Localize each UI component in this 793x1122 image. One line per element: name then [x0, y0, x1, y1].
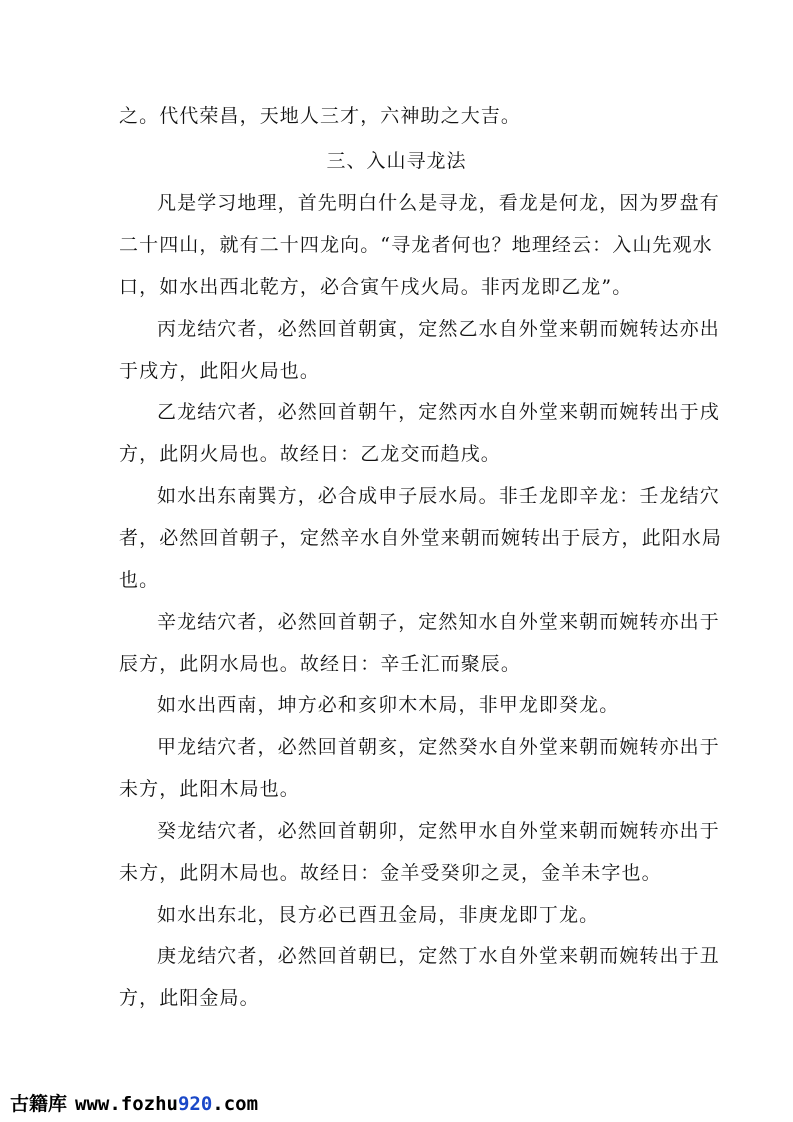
footer-url-suffix: .com [212, 1093, 259, 1115]
section-heading: 三、入山寻龙法 [326, 150, 467, 172]
paragraph-4-line-2: 者，必然回首朝子，定然辛水自外堂来朝而婉转出于辰方，此阳水局 [119, 527, 723, 549]
paragraph-10-line-1: 庚龙结穴者，必然回首朝巳，定然丁水自外堂来朝而婉转出于丑 [157, 945, 720, 967]
footer-url-prefix: www.fozhu [75, 1093, 178, 1115]
footer-url-number: 920 [177, 1093, 213, 1115]
text-line-1: 之。代代荣昌，天地人三才，六神助之大吉。 [119, 105, 522, 127]
paragraph-4-line-3: 也。 [119, 569, 160, 591]
paragraph-7-line-2: 未方，此阳木局也。 [119, 778, 300, 800]
paragraph-3-line-1: 乙龙结穴者，必然回首朝午，定然丙水自外堂来朝而婉转出于戌 [157, 401, 720, 423]
paragraph-5-line-2: 辰方，此阴水局也。故经日：辛壬汇而聚辰。 [119, 653, 522, 675]
footer-site-name: 古籍库 [10, 1093, 68, 1115]
paragraph-8-line-1: 癸龙结穴者，必然回首朝卯，定然甲水自外堂来朝而婉转亦出于 [157, 820, 720, 842]
paragraph-9-line-1: 如水出东北，艮方必已酉丑金局，非庚龙即丁龙。 [157, 904, 600, 926]
paragraph-2-line-1: 丙龙结穴者，必然回首朝寅，定然乙水自外堂来朝而婉转达亦出 [157, 318, 720, 340]
paragraph-2-line-2: 于戌方，此阳火局也。 [119, 360, 321, 382]
paragraph-7-line-1: 甲龙结穴者，必然回首朝亥，定然癸水自外堂来朝而婉转亦出于 [157, 736, 720, 758]
paragraph-8-line-2: 未方，此阴木局也。故经日：金羊受癸卯之灵，金羊未字也。 [119, 862, 662, 884]
paragraph-1-line-3: 口，如水出西北乾方，必合寅午戌火局。非丙龙即乙龙”。 [119, 276, 633, 298]
footer-watermark [10, 1089, 258, 1116]
footer-url[interactable] [75, 1093, 258, 1115]
paragraph-5-line-1: 辛龙结穴者，必然回首朝子，定然知水自外堂来朝而婉转亦出于 [157, 611, 720, 633]
paragraph-3-line-2: 方，此阴火局也。故经日：乙龙交而趋戌。 [119, 443, 501, 465]
paragraph-1-line-1: 凡是学习地理，首先明白什么是寻龙，看龙是何龙，因为罗盘有 [157, 192, 720, 214]
paragraph-6-line-1: 如水出西南，坤方必和亥卯木木局，非甲龙即癸龙。 [157, 694, 620, 716]
paragraph-4-line-1: 如水出东南巽方，必合成申子辰水局。非壬龙即辛龙：壬龙结穴 [157, 485, 720, 507]
paragraph-10-line-2: 方，此阳金局。 [119, 987, 260, 1009]
paragraph-1-line-2: 二十四山，就有二十四龙向。“寻龙者何也？地理经云：入山先观水 [119, 234, 713, 256]
